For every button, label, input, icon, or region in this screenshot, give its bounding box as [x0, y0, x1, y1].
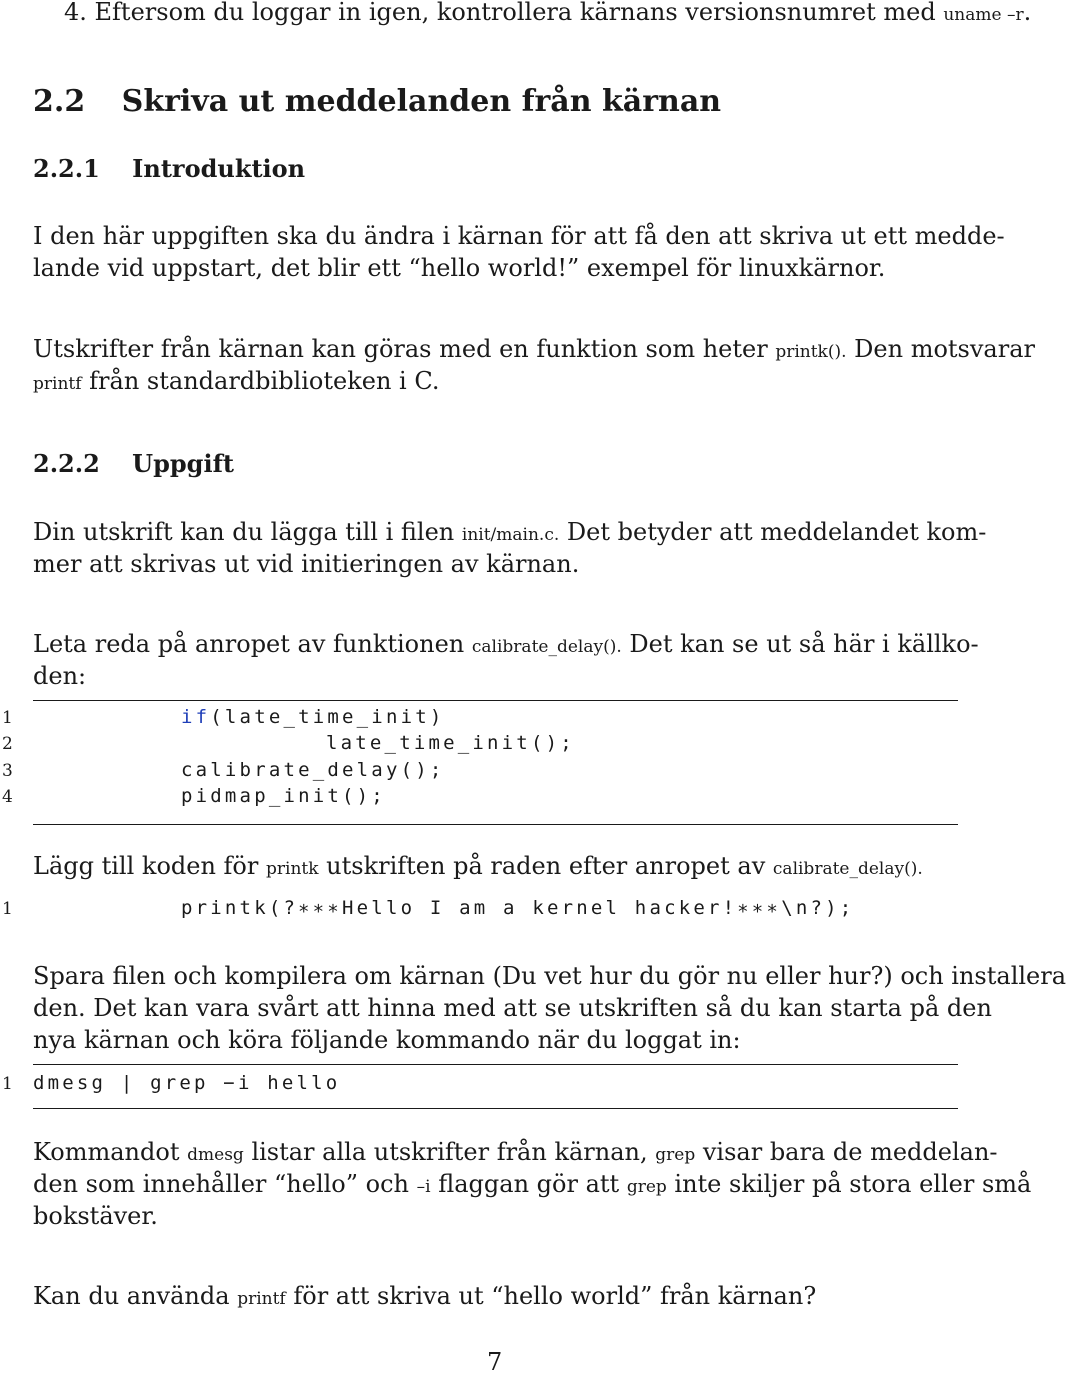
keyword-if: if — [181, 706, 211, 728]
subsection-number: 2.2.2 — [33, 449, 100, 478]
line-number: 1 — [2, 708, 13, 728]
explain-text-a: Kommandot — [33, 1138, 180, 1166]
printk-code: printk — [266, 859, 319, 879]
code-line-rest: (late_time_init) — [210, 706, 445, 728]
subsection-title: Introduktion — [132, 154, 306, 183]
main-c-path: init/main.c. — [461, 525, 560, 545]
line-number: 2 — [2, 734, 13, 754]
task-line-2: mer att skrivas ut vid initieringen av kärnan. — [33, 550, 580, 578]
printf-code: printf — [33, 374, 82, 394]
explain-text-b: listar alla utskrifter från kärnan, — [251, 1138, 648, 1166]
subsection-introduktion — [33, 154, 305, 183]
uname-command: uname –r — [943, 5, 1024, 25]
subsection-title: Uppgift — [132, 449, 234, 478]
line-number: 1 — [2, 1074, 13, 1094]
listing-1-bottom-rule — [33, 824, 958, 825]
printk-code: printk(). — [775, 342, 847, 362]
find-text-a: Leta reda på anropet av funktionen — [33, 630, 465, 658]
listing-3-top-rule — [33, 1064, 958, 1065]
flag-i-code: –i — [416, 1177, 431, 1197]
explain-line-3: bokstäver. — [33, 1202, 158, 1230]
page-number: 7 — [487, 1348, 503, 1376]
calibrate-delay-code: calibrate_delay(). — [772, 859, 923, 879]
question-text-b: för att skriva ut “hello world” från kärnan? — [293, 1282, 817, 1310]
save-line-2: den. Det kan vara svårt att hinna med att se utskriften så du kan starta på den — [33, 994, 992, 1022]
printk-paragraph-line-1 — [33, 333, 1035, 368]
calibrate-delay-code: calibrate_delay(). — [471, 637, 622, 657]
find-line-1 — [33, 628, 979, 663]
task-line-1 — [33, 516, 987, 551]
dmesg-grep-command: dmesg | grep −i hello — [33, 1072, 341, 1094]
question-paragraph — [33, 1280, 816, 1315]
dmesg-code: dmesg — [187, 1145, 244, 1165]
printf-code: printf — [237, 1289, 286, 1309]
listing-3-bottom-rule — [33, 1108, 958, 1109]
grep-code: grep — [626, 1177, 667, 1197]
section-number: 2.2 — [33, 84, 86, 119]
code-line — [181, 706, 445, 728]
explain-text-d: den som innehåller “hello” och — [33, 1170, 409, 1198]
add-text-b: utskriften på raden efter anropet av — [326, 852, 766, 880]
save-line-3: nya kärnan och köra följande kommando när du loggat in: — [33, 1026, 741, 1054]
printk-hello-code: printk(?∗∗∗Hello I am a kernel hacker!∗∗∗\n?); — [181, 897, 855, 919]
intro-line-1: I den här uppgiften ska du ändra i kärnan för att få den att skriva ut ett medde- — [33, 222, 1005, 250]
add-paragraph — [33, 850, 923, 885]
explain-text-e: flaggan gör att — [438, 1170, 620, 1198]
step-4-suffix: . — [1023, 0, 1032, 26]
line-number: 1 — [2, 899, 13, 919]
section-heading — [33, 84, 721, 119]
intro-line-2: lande vid uppstart, det blir ett “hello world!” exempel för linuxkärnor. — [33, 254, 886, 282]
subsection-uppgift — [33, 449, 234, 478]
explain-line-1 — [33, 1136, 998, 1171]
line-number: 4 — [2, 787, 13, 807]
line-number: 3 — [2, 761, 13, 781]
step-4-text — [64, 0, 1031, 31]
task-text-b: Det betyder att meddelandet kom- — [566, 518, 987, 546]
explain-text-f: inte skiljer på stora eller små — [674, 1170, 1032, 1198]
printk-text-b: Den motsvarar — [854, 335, 1035, 363]
code-line: calibrate_delay(); — [181, 759, 445, 781]
subsection-number: 2.2.1 — [33, 154, 100, 183]
printk-paragraph-line-2 — [33, 365, 439, 400]
question-text-a: Kan du använda — [33, 1282, 230, 1310]
code-line: pidmap_init(); — [181, 785, 386, 807]
add-text-a: Lägg till koden för — [33, 852, 259, 880]
find-line-2: den: — [33, 662, 87, 690]
explain-line-2 — [33, 1168, 1032, 1203]
task-text-a: Din utskrift kan du lägga till i filen — [33, 518, 455, 546]
section-title: Skriva ut meddelanden från kärnan — [121, 84, 722, 119]
explain-text-c: visar bara de meddelan- — [702, 1138, 998, 1166]
printk-text-a: Utskrifter från kärnan kan göras med en funktion som heter — [33, 335, 768, 363]
step-4-prefix: 4. Eftersom du loggar in igen, kontrollera kärnans versionsnumret med — [64, 0, 936, 26]
listing-1-top-rule — [33, 700, 958, 701]
printk-text-c: från standardbiblioteken i C. — [89, 367, 440, 395]
save-line-1: Spara filen och kompilera om kärnan (Du vet hur du gör nu eller hur?) och installera — [33, 962, 1066, 990]
find-text-b: Det kan se ut så här i källko- — [629, 630, 979, 658]
grep-code: grep — [655, 1145, 696, 1165]
code-line: late_time_init(); — [326, 732, 575, 754]
